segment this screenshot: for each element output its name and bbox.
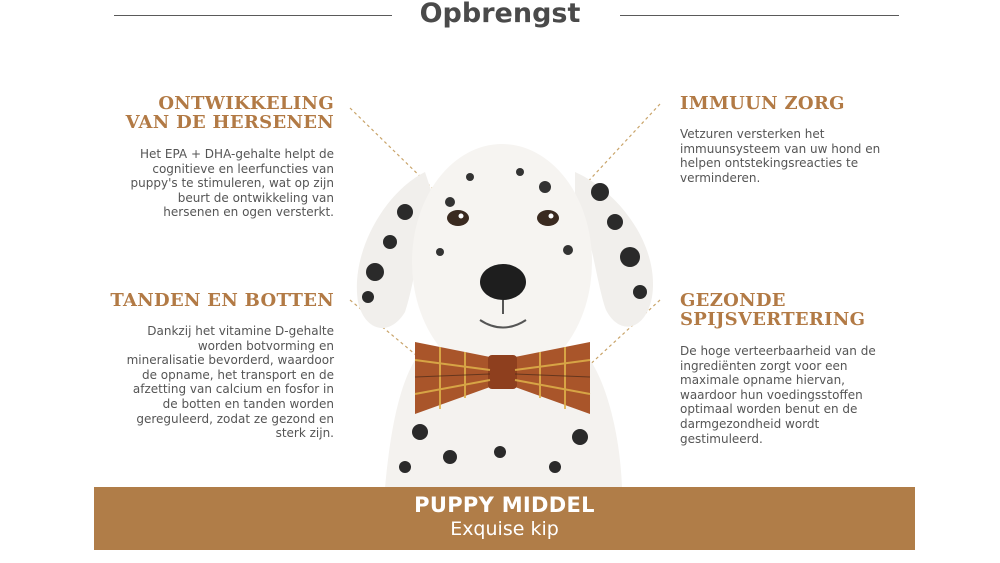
product-flavor: Exquise kip [450, 518, 559, 540]
benefit-digestion-title [680, 291, 910, 329]
benefit-teeth-text: Dankzij het vitamine D-gehalte worden botvorming en mineralisatie bevorderd, waardoor de opname, het transport en de afzetting van calcium en fosfor in de botten en tanden worden gereguleerd, zodat ze gezond en sterk zijn. [126, 324, 334, 441]
benefit-brain-title-line2: VAN DE HERSENEN [125, 112, 334, 133]
benefit-immune-text: Vetzuren versterken het immuunsysteem van uw hond en helpen ontstekingsreacties te verminderen. [680, 127, 881, 185]
benefit-digestion-title-line2: SPIJSVERTERING [680, 309, 866, 330]
product-name: PUPPY MIDDEL [414, 493, 595, 517]
benefit-digestion-title-line1: GEZONDE [680, 290, 786, 311]
benefit-immune-title: IMMUUN ZORG [680, 93, 845, 114]
benefit-teeth-title: TANDEN EN BOTTEN [110, 290, 334, 311]
page-title: Opbrengst [419, 0, 581, 29]
benefit-brain-title [110, 94, 334, 132]
dalmatian-puppy-image [330, 132, 675, 488]
product-banner [94, 487, 915, 550]
benefit-digestion-text: De hoge verteerbaarheid van de ingrediënten zorgt voor een maximale opname hiervan, waardoor hun voedingsstoffen optimaal worden benut en de darmgezondheid wordt gestimuleerd. [680, 344, 876, 446]
benefit-brain-title-line1: ONTWIKKELING [158, 93, 334, 114]
benefit-brain-text: Het EPA + DHA-gehalte helpt de cognitieve en leerfuncties van puppy's te stimuleren, wat op zijn beurt de ontwikkeling van hersenen en ogen versterkt. [130, 147, 334, 220]
